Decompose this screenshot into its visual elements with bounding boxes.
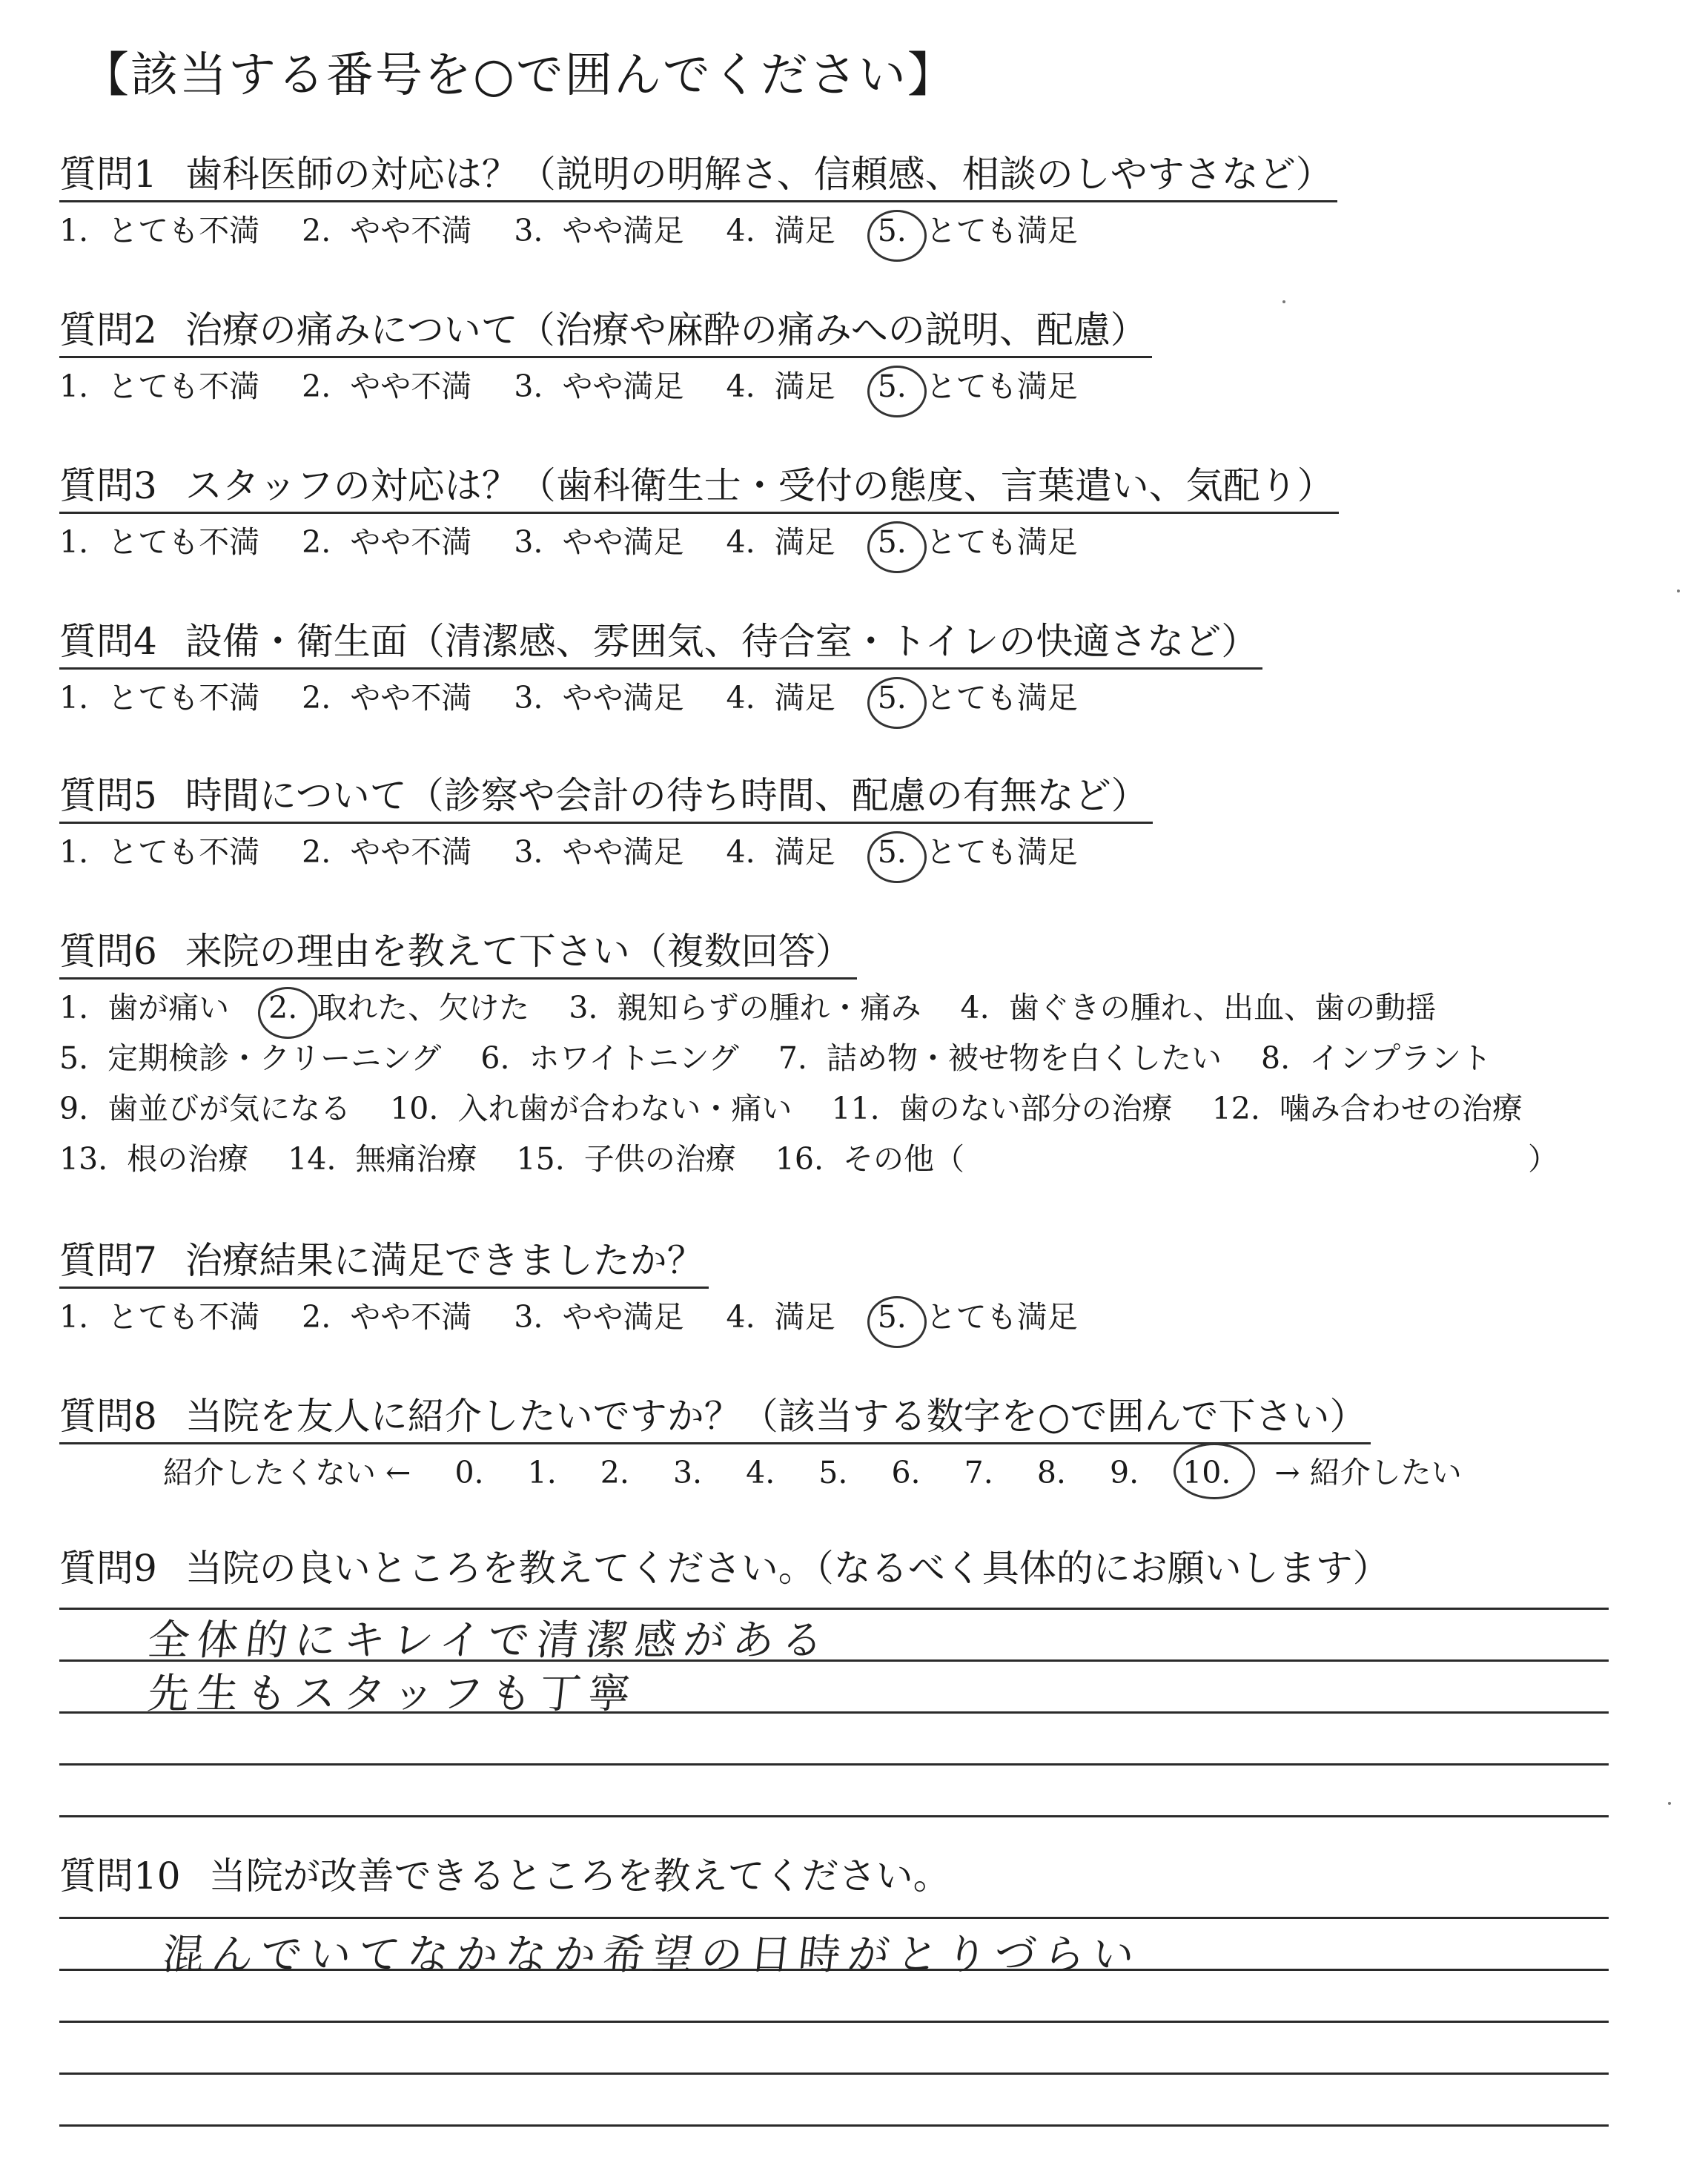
reason-15[interactable]: 15. 子供の治療 bbox=[516, 1141, 736, 1177]
question-4 bbox=[59, 615, 1262, 721]
question-number: 質問4 bbox=[59, 620, 157, 663]
scale-left-label: 紹介したくない ← bbox=[163, 1455, 411, 1490]
reason-7[interactable]: 7. 詰め物・被せ物を白くしたい bbox=[778, 1040, 1222, 1076]
question-3 bbox=[59, 460, 1339, 566]
question-9-heading bbox=[59, 1542, 1390, 1594]
reason-1[interactable]: 1. 歯が痛い bbox=[59, 990, 230, 1025]
question-number: 質問7 bbox=[59, 1239, 157, 1282]
question-text: 来院の理由を教えて下さい（複数回答） bbox=[185, 930, 853, 973]
reason-row-2 bbox=[59, 1034, 1588, 1082]
scale-3[interactable]: 3. bbox=[672, 1455, 703, 1490]
reason-row-1 bbox=[59, 984, 1588, 1031]
question-text: 設備・衛生面（清潔感、雰囲気、待合室・トイレの快適さなど） bbox=[185, 620, 1259, 663]
scale-4[interactable]: 4. bbox=[746, 1455, 775, 1490]
question-number: 質問9 bbox=[59, 1547, 157, 1590]
option-4[interactable]: 4. 満足 bbox=[726, 524, 835, 560]
reason-5[interactable]: 5. 定期検診・クリーニング bbox=[59, 1040, 442, 1076]
option-1[interactable]: 1. とても不満 bbox=[59, 1299, 260, 1335]
option-4[interactable]: 4. 満足 bbox=[726, 1299, 835, 1335]
option-3[interactable]: 3. やや満足 bbox=[514, 213, 684, 248]
question-number: 質問3 bbox=[59, 464, 157, 507]
option-2[interactable]: 2. やや不満 bbox=[302, 369, 472, 404]
q9-answer-line-2[interactable]: 先生もスタッフも丁寧 bbox=[145, 1670, 640, 1718]
option-3[interactable]: 3. やや満足 bbox=[514, 834, 684, 870]
option-5-circled[interactable]: 5. とても満足 bbox=[877, 1299, 1078, 1335]
option-5-circled[interactable]: 5. とても満足 bbox=[877, 524, 1078, 560]
question-10-heading bbox=[59, 1850, 950, 1902]
option-2[interactable]: 2. やや不満 bbox=[302, 834, 472, 870]
reason-9[interactable]: 9. 歯並びが気になる bbox=[59, 1091, 351, 1126]
rating-options bbox=[59, 207, 1337, 254]
question-5 bbox=[59, 770, 1153, 876]
question-4-heading bbox=[59, 615, 1262, 670]
answer-line bbox=[59, 1917, 1609, 1919]
question-6 bbox=[59, 925, 1588, 1183]
question-7-heading bbox=[59, 1235, 709, 1289]
scale-1[interactable]: 1. bbox=[527, 1455, 557, 1490]
question-text: 当院が改善できるところを教えてください。 bbox=[208, 1855, 950, 1898]
scale-0[interactable]: 0. bbox=[454, 1455, 484, 1490]
option-5-circled[interactable]: 5. とても満足 bbox=[877, 834, 1078, 870]
scan-speck bbox=[1677, 589, 1680, 592]
rating-options bbox=[59, 363, 1152, 410]
reason-row-3 bbox=[59, 1085, 1588, 1132]
reason-12[interactable]: 12. 噛み合わせの治療 bbox=[1211, 1091, 1523, 1126]
question-3-heading bbox=[59, 460, 1339, 514]
reason-10[interactable]: 10. 入れ歯が合わない・痛い bbox=[390, 1091, 792, 1126]
reason-8[interactable]: 8. インプラント bbox=[1261, 1040, 1492, 1076]
scale-6[interactable]: 6. bbox=[891, 1455, 921, 1490]
reason-row-4 bbox=[59, 1135, 1588, 1183]
question-number: 質問1 bbox=[59, 153, 157, 196]
option-3[interactable]: 3. やや満足 bbox=[514, 524, 684, 560]
question-2-heading bbox=[59, 304, 1152, 358]
option-2[interactable]: 2. やや不満 bbox=[302, 1299, 472, 1335]
page-title: 【該当する番号を○で囲んでください】 bbox=[82, 48, 956, 103]
scale-2[interactable]: 2. bbox=[600, 1455, 629, 1490]
scale-9[interactable]: 9. bbox=[1109, 1455, 1139, 1490]
question-6-heading bbox=[59, 925, 857, 980]
question-text: 治療の痛みについて（治療や麻酔の痛みへの説明、配慮） bbox=[185, 308, 1148, 351]
option-2[interactable]: 2. やや不満 bbox=[302, 213, 472, 248]
option-3[interactable]: 3. やや満足 bbox=[514, 369, 684, 404]
option-4[interactable]: 4. 満足 bbox=[726, 834, 835, 870]
option-3[interactable]: 3. やや満足 bbox=[514, 680, 684, 716]
reason-4[interactable]: 4. 歯ぐきの腫れ、出血、歯の動揺 bbox=[960, 990, 1437, 1025]
option-1[interactable]: 1. とても不満 bbox=[59, 213, 260, 248]
scale-right-label: → 紹介したい bbox=[1274, 1455, 1462, 1490]
reason-14[interactable]: 14. 無痛治療 bbox=[288, 1141, 477, 1177]
question-text: 当院を友人に紹介したいですか？（該当する数字を○で囲んで下さい） bbox=[185, 1395, 1367, 1438]
question-1-heading bbox=[59, 148, 1337, 202]
answer-line bbox=[59, 1815, 1609, 1817]
option-1[interactable]: 1. とても不満 bbox=[59, 834, 260, 870]
question-5-heading bbox=[59, 770, 1153, 824]
question-9 bbox=[59, 1542, 1390, 1594]
rating-options bbox=[59, 518, 1339, 566]
question-number: 質問5 bbox=[59, 774, 157, 817]
question-2 bbox=[59, 304, 1152, 410]
rating-options bbox=[59, 828, 1153, 876]
question-number: 質問6 bbox=[59, 930, 157, 973]
question-8 bbox=[59, 1390, 1496, 1496]
reason-6[interactable]: 6. ホワイトニング bbox=[480, 1040, 739, 1076]
option-1[interactable]: 1. とても不満 bbox=[59, 369, 260, 404]
option-2[interactable]: 2. やや不満 bbox=[302, 524, 472, 560]
option-1[interactable]: 1. とても不満 bbox=[59, 680, 260, 716]
reason-3[interactable]: 3. 親知らずの腫れ・痛み bbox=[569, 990, 921, 1025]
rating-options bbox=[59, 1293, 1110, 1341]
answer-line bbox=[59, 1763, 1609, 1766]
option-4[interactable]: 4. 満足 bbox=[726, 369, 835, 404]
question-1 bbox=[59, 148, 1337, 254]
scale-7[interactable]: 7. bbox=[964, 1455, 993, 1490]
answer-line bbox=[59, 2124, 1609, 2127]
q10-answer-line-1[interactable]: 混んでいてなかなか希望の日時がとりづらい bbox=[160, 1931, 1144, 1979]
scan-speck bbox=[1282, 300, 1285, 303]
option-5-circled[interactable]: 5. とても満足 bbox=[877, 213, 1078, 248]
question-text: 当院の良いところを教えてください。（なるべく具体的にお願いします） bbox=[185, 1547, 1390, 1590]
reason-13[interactable]: 13. 根の治療 bbox=[59, 1141, 249, 1177]
question-number: 質問10 bbox=[59, 1855, 181, 1898]
answer-line bbox=[59, 2021, 1609, 2023]
reason-16[interactable]: 16. その他（ ） bbox=[775, 1141, 1559, 1177]
option-2[interactable]: 2. やや不満 bbox=[302, 680, 472, 716]
scale-5[interactable]: 5. bbox=[818, 1455, 848, 1490]
question-text: 治療結果に満足できましたか？ bbox=[185, 1239, 704, 1282]
option-1[interactable]: 1. とても不満 bbox=[59, 524, 260, 560]
recommend-scale bbox=[59, 1449, 1496, 1496]
scale-8[interactable]: 8. bbox=[1036, 1455, 1066, 1490]
option-3[interactable]: 3. やや満足 bbox=[514, 1299, 684, 1335]
question-text: 歯科医師の対応は？（説明の明解さ、信頼感、相談のしやすさなど） bbox=[185, 153, 1333, 196]
question-text: 時間について（診察や会計の待ち時間、配慮の有無など） bbox=[185, 774, 1148, 817]
answer-line bbox=[59, 2073, 1609, 2075]
question-10 bbox=[59, 1850, 950, 1902]
reason-11[interactable]: 11. 歯のない部分の治療 bbox=[831, 1091, 1173, 1126]
question-number: 質問2 bbox=[59, 308, 157, 351]
question-8-heading bbox=[59, 1390, 1371, 1444]
option-5-circled[interactable]: 5. とても満足 bbox=[877, 680, 1078, 716]
reason-2-circled[interactable]: 2. 取れた、欠けた bbox=[268, 990, 530, 1025]
question-number: 質問8 bbox=[59, 1395, 157, 1438]
option-4[interactable]: 4. 満足 bbox=[726, 213, 835, 248]
q9-answer-line-1[interactable]: 全体的にキレイで清潔感がある bbox=[145, 1616, 833, 1665]
rating-options bbox=[59, 674, 1262, 721]
question-text: スタッフの対応は？（歯科衛生士・受付の態度、言葉遣い、気配り） bbox=[185, 464, 1334, 507]
scale-10-circled[interactable]: 10. bbox=[1182, 1449, 1231, 1496]
option-5-circled[interactable]: 5. とても満足 bbox=[877, 369, 1078, 404]
question-7 bbox=[59, 1235, 1110, 1341]
scan-speck bbox=[1668, 1802, 1671, 1805]
option-4[interactable]: 4. 満足 bbox=[726, 680, 835, 716]
